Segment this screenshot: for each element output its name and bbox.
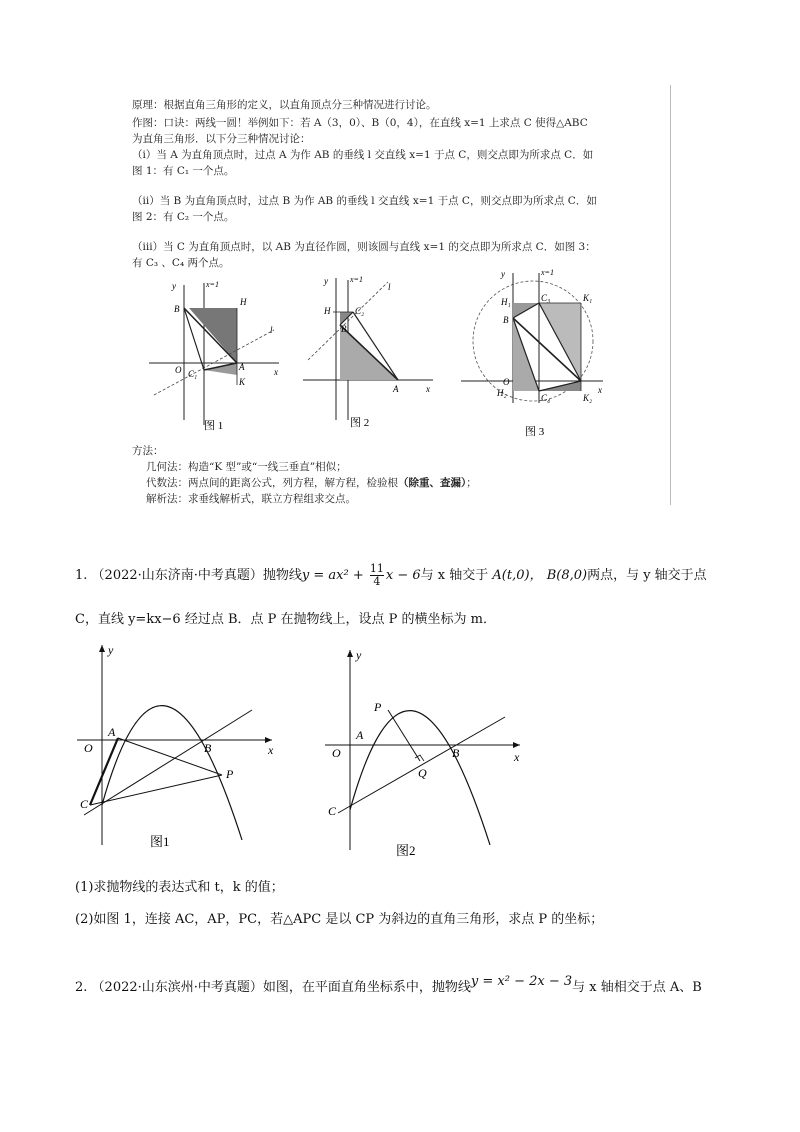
q1f1-p-label: P: [226, 767, 234, 781]
q1f2-a-label: A: [356, 728, 364, 742]
method-geometric: 几何法：构造“K 型”或“一线三垂直”相似；: [146, 461, 347, 473]
q1f1-x-label: x: [268, 743, 274, 757]
fig3-x1-label: x=1: [541, 268, 554, 277]
q1-fraction: $\frac{11}{4}$: [369, 562, 384, 588]
question-2-source: （2022·山东滨州·中考真题）如图，在平面直角坐标系中，抛物线: [91, 980, 471, 995]
fig2-caption: 图 2: [350, 417, 370, 429]
fig1-b-label: B: [174, 304, 180, 314]
fig2-x1-label: x=1: [350, 275, 363, 284]
method-analytic: 解析法：求垂线解析式，联立方程组求交点。: [146, 493, 356, 505]
q1f2-c-label: C: [328, 804, 337, 818]
q1f1-o-label: O: [84, 741, 93, 755]
q2-formula: y = x² − 2x − 3: [470, 974, 573, 989]
fig3-c3-label: C₃: [541, 293, 551, 303]
fig1-h-label: H: [240, 297, 247, 307]
method-figure-2: [298, 270, 438, 435]
q1f2-caption: 图2: [396, 843, 416, 858]
case-3-line: （iii）当 C 为直角顶点时，以 AB 为直径作圆，则该圆与直线 x=1 的交点即为所求点 C．如图 3：: [132, 241, 596, 253]
fig2-c2-label: C₂: [355, 306, 365, 316]
q1f2-segment-pq: [388, 710, 420, 761]
fig3-h1-label: H₁: [501, 297, 511, 307]
fig3-h2-label: H₂: [497, 388, 507, 398]
fig2-y-label: y: [324, 276, 328, 286]
fig1-x-label: x: [274, 367, 278, 377]
case-2-line: （ii）当 B 为直角顶点时，过点 B 为作 AB 的垂线 l 交直线 x=1 于点 C，则交点即为所求点 C．如: [132, 195, 597, 207]
q1f1-segment-ac: [90, 738, 118, 805]
fig1-x1-label: x=1: [206, 280, 219, 289]
fig3-o-label: O: [503, 377, 510, 387]
fig2-b-label: B: [341, 324, 347, 334]
q1f2-x-label: x: [514, 750, 520, 764]
q1f2-o-label: O: [332, 746, 341, 760]
fig1-y-label: y: [172, 281, 176, 291]
case-1-line: （i）当 A 为直角顶点时，过点 A 为作 AB 的垂线 l 交直线 x=1 于点 C，则交点即为所求点 C．如: [132, 149, 594, 161]
fig3-b-label: B: [503, 315, 509, 325]
q1-point-a: A(t,0)，: [492, 568, 543, 583]
q1f2-y-label: y: [356, 648, 362, 662]
question-1-line-2: C，直线 y=kx−6 经过点 B．点 P 在抛物线上，设点 P 的横坐标为 m．: [75, 612, 496, 627]
fig1-c1-label: C₁: [188, 369, 198, 379]
question-2-number: 2.: [75, 980, 88, 995]
case-3-result: 有 C₃ 、C₄ 两个点。: [132, 257, 230, 269]
fig2-x-label: x: [426, 384, 430, 394]
q1f1-parabola: [102, 706, 242, 840]
fig2-a-label: A: [393, 384, 399, 394]
q1-figure-1: [72, 640, 282, 855]
method-algebraic: 代数法：两点间的距离公式，列方程，解方程，检验根（除重、查漏）；: [146, 477, 477, 489]
q1f2-p-label: P: [374, 700, 382, 714]
question-1-part-1: (1)求抛物线的表达式和 t，k 的值；: [75, 880, 284, 895]
fig2-h-label: H: [324, 306, 331, 316]
fig1-a-label: A: [239, 362, 245, 372]
fig3-k2-label: K₂: [583, 393, 593, 403]
q1-formula-a: y = ax² +: [301, 568, 364, 583]
q1f1-a-label: A: [108, 725, 116, 739]
question-1-line-1: 1. （2022·山东济南·中考真题）抛物线y = ax² + $\frac{11}{4}$ x − 6与 x 轴交于 A(t,0)， B(8,0)两点，与 y 轴交于点: [75, 562, 707, 588]
question-1-part-2: (2)如图 1，连接 AC，AP，PC，若△APC 是以 CP 为斜边的直角三角形，求点 P 的坐标；: [75, 912, 604, 927]
fig1-caption: 图 1: [204, 420, 224, 432]
case-1-result: 图 1：有 C₁ 一个点。: [132, 165, 235, 177]
construction-line: 作图：口诀：两线一圆！举例如下：若 A（3，0）、B（0，4），在直线 x=1 上求点 C 使得△ABC: [132, 117, 588, 129]
q1-point-b: B(8,0): [546, 568, 588, 583]
fig3-c4-label: C₄: [541, 393, 551, 403]
q1f2-q-label: Q: [418, 766, 427, 780]
q1-figure-2: [320, 645, 525, 865]
fig2-l-label: l: [388, 282, 391, 292]
case-2-result: 图 2：有 C₂ 一个点。: [132, 211, 235, 223]
fig3-x-label: x: [598, 385, 602, 395]
q1f1-b-label: B: [204, 741, 212, 755]
principle-line: 原理：根据直角三角形的定义，以直角顶点分三种情况进行讨论。: [132, 99, 437, 111]
method-figure-3: [453, 263, 613, 443]
methods-title: 方法：: [132, 445, 164, 457]
q1-formula-b: x − 6: [385, 568, 421, 583]
fig1-o-label: O: [175, 365, 182, 375]
method-summary-box: [118, 85, 671, 505]
method-figure-1: [144, 275, 284, 435]
q1f2-b-label: B: [452, 746, 460, 760]
fig3-k1-label: K₁: [583, 293, 593, 303]
q1f1-y-label: y: [108, 643, 114, 657]
q1f1-c-label: C: [80, 797, 89, 811]
fig3-caption: 图 3: [525, 426, 545, 438]
question-1-source: （2022·山东济南·中考真题）抛物线: [91, 568, 302, 583]
question-2-line-1: 2. （2022·山东滨州·中考真题）如图，在平面直角坐标系中，抛物线y = x² − 2x − 3与 x 轴相交于点 A、B: [75, 974, 702, 995]
construction-line-2: 为直角三角形．以下分三种情况讨论：: [132, 133, 311, 145]
fig3-y-label: y: [501, 269, 505, 279]
fig1-l-label: l: [270, 325, 273, 335]
q1f1-caption: 图1: [150, 834, 170, 849]
question-1-number: 1.: [75, 568, 88, 583]
fig1-k-label: K: [239, 377, 246, 387]
